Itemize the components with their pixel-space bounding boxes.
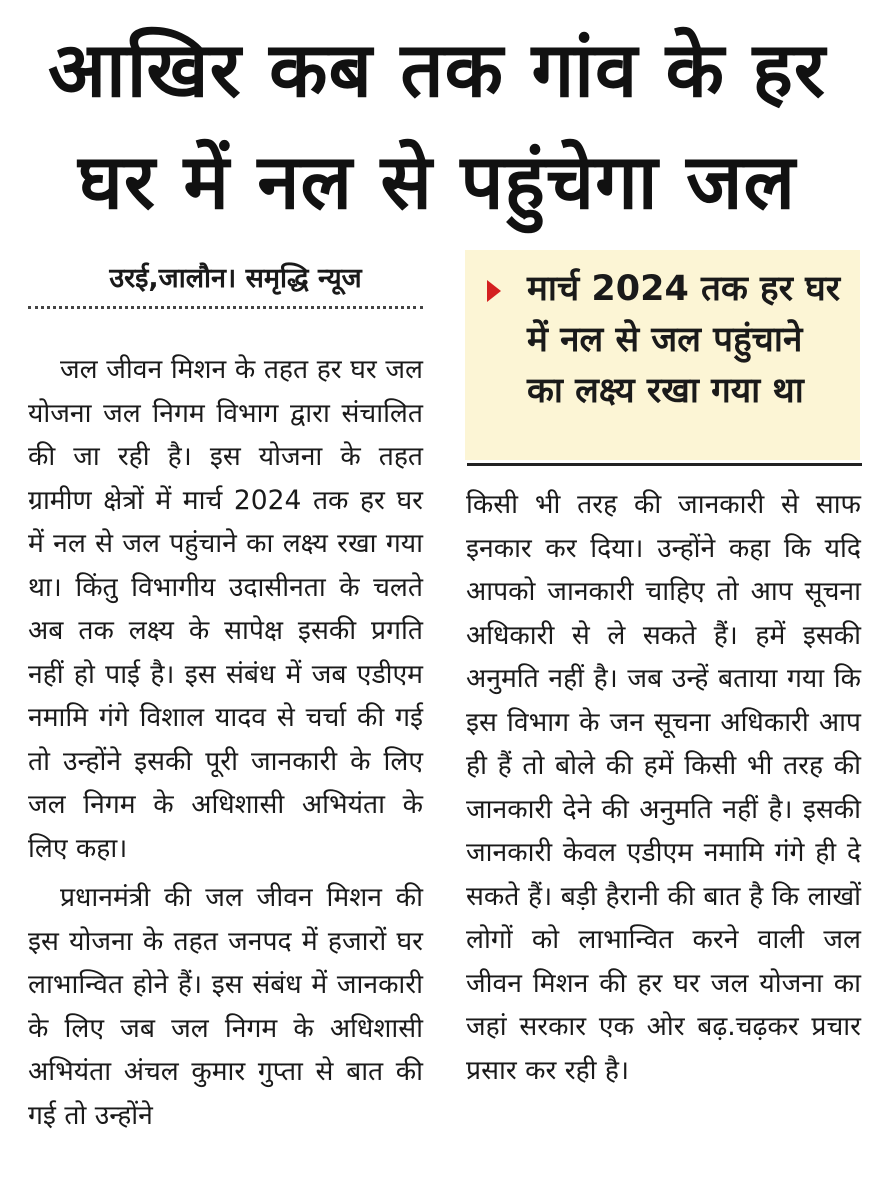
highlight-box [465, 250, 860, 460]
highlight-text: मार्च 2024 तक हर घर में नल से जल पहुंचाने का लक्ष्य रखा गया था [527, 269, 841, 411]
dateline: उरई,जालौन। समृद्धि न्यूज [109, 263, 362, 294]
article-column-left [28, 348, 423, 1137]
headline [0, 18, 874, 234]
triangle-bullet-icon [487, 280, 501, 302]
article-paragraph: जल जीवन मिशन के तहत हर घर जल योजना जल निगम विभाग द्वारा संचालित की जा रही है। इस योजना के तहत ग्रामीण क्षेत्रों में मार्च 2024 तक हर घर में नल से जल पहुंचाने का लक्ष्य रखा गया था। किंतु विभागीय उदासीनता के चलते अब तक लक्ष्य के सापेक्ष इसकी प्रगति नहीं हो पाई है। इस संबंध में जब एडीएम नमामि गंगे विशाल यादव से चर्चा की गई तो उन्होंने इसकी पूरी जानकारी के लिए जल निगम के अधिशासी अभियंता के लिए कहा। [28, 354, 423, 864]
article-paragraph: किसी भी तरह की जानकारी से साफ इनकार कर दिया। उन्होंने कहा कि यदि आपको जानकारी चाहिए तो आप सूचना अधिकारी से ले सकते हैं। हमें इसकी अनुमति नहीं है। जब उन्हें बताया गया कि इस विभाग के जन सूचना अधिकारी आप ही हैं तो बोले की हमें किसी भी तरह की जानकारी देने की अनुमति नहीं है। इसकी जानकारी केवल एडीएम नमामि गंगे ही दे सकते हैं। बड़ी हैरानी की बात है कि लाखों लोगों को लाभान्वित करने वाली जल जीवन मिशन की हर घर जल योजना का जहां सरकार एक ओर बढ़.चढ़कर प्रचार प्रसार कर रही है। [466, 489, 861, 1086]
highlight-rule [467, 463, 862, 466]
article-column-right [466, 483, 861, 1092]
headline-line-2: घर में नल से पहुंचेगा जल [77, 137, 796, 226]
article-paragraph: प्रधानमंत्री की जल जीवन मिशन की इस योजना के तहत जनपद में हजारों घर लाभान्वित होने हैं। इस संबंध में जानकारी के लिए जब जल निगम के अधिशासी अभियंता अंचल कुमार गुप्ता से बात की गई तो उन्होंने [28, 882, 423, 1131]
dotted-divider [28, 306, 423, 309]
headline-line-1: आखिर कब तक गांव के हर [48, 25, 826, 114]
